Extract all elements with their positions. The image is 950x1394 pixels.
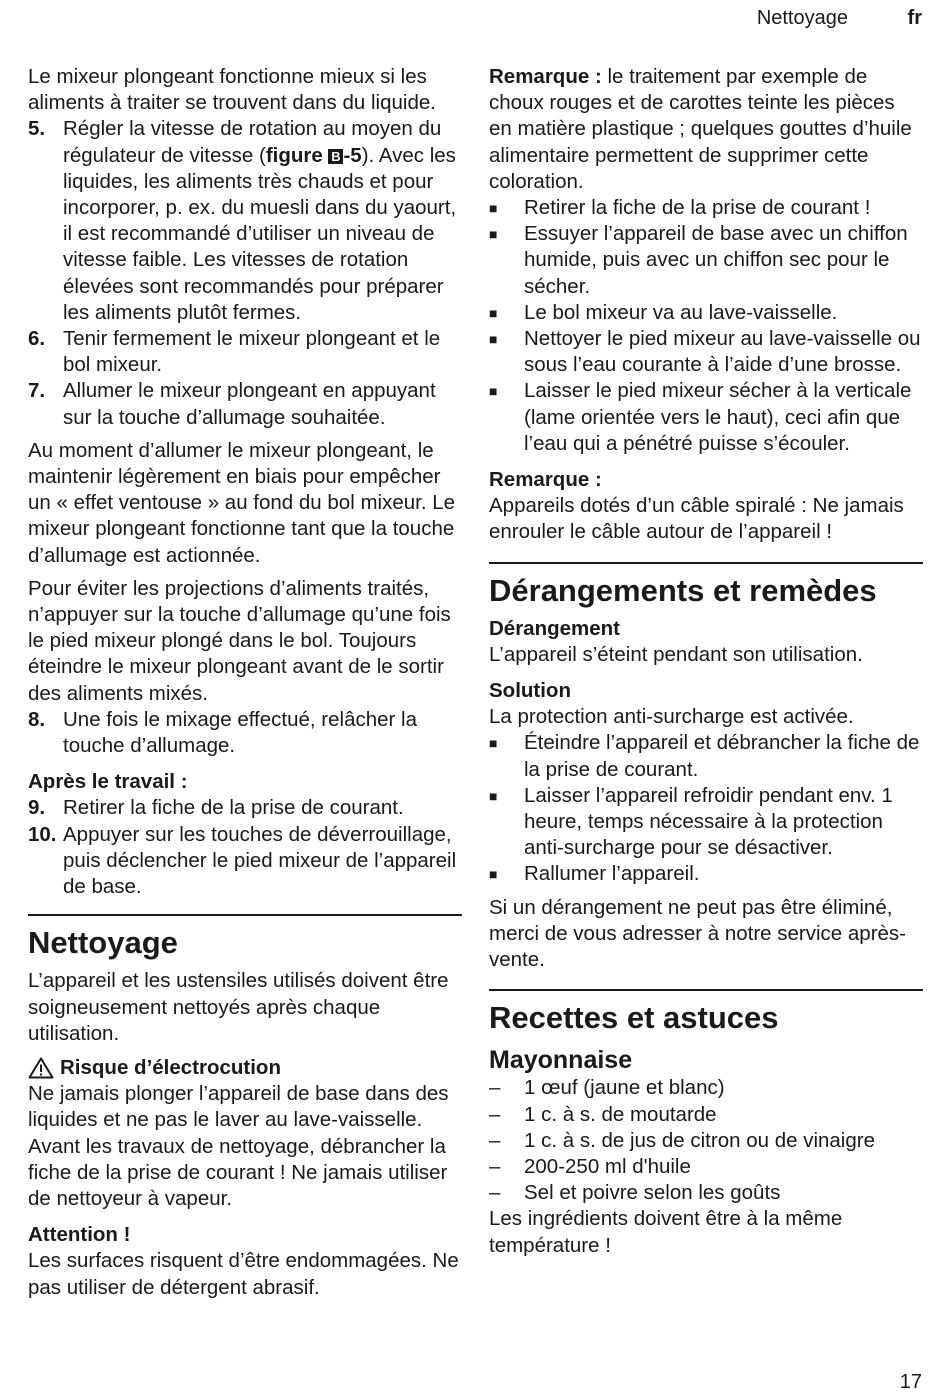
remarque-label: Remarque : xyxy=(489,65,602,88)
page-number: 17 xyxy=(899,1371,922,1393)
section-divider xyxy=(489,989,923,991)
list-item-text: Éteindre l’appareil et débrancher la fiche de la prise de courant. xyxy=(524,731,920,781)
header-section-title: Nettoyage xyxy=(756,7,848,29)
mayonnaise-note: Les ingrédients doivent être à la même température ! xyxy=(489,1207,843,1257)
step-number: 7. xyxy=(28,379,46,403)
solution-text: La protection anti-surcharge est activée. xyxy=(489,705,854,729)
step-9 xyxy=(28,795,462,821)
step-5 xyxy=(28,116,462,326)
solution-label: Solution xyxy=(489,679,571,703)
list-item-text: Laisser l’appareil refroidir pendant env. 1 heure, temps nécessaire à la protection anti-surcharge pour se désactiver. xyxy=(524,783,893,860)
list-item-text: 1 c. à s. de moutarde xyxy=(524,1102,717,1126)
list-item xyxy=(489,1075,923,1101)
step-text xyxy=(63,116,462,326)
right-column xyxy=(489,64,923,1259)
header-language-code: fr xyxy=(907,7,922,29)
derangement-text: L’appareil s’éteint pendant son utilisation. xyxy=(489,642,863,666)
step-number: 8. xyxy=(28,707,46,731)
dash-marker: – xyxy=(489,1102,501,1126)
step-number: 6. xyxy=(28,327,46,351)
step-text: Tenir fermement le mixeur plongeant et le bol mixeur. xyxy=(63,327,441,377)
bullet-square-icon: ■ xyxy=(489,735,498,752)
intro-paragraph: Le mixeur plongeant fonctionne mieux si les aliments à traiter se trouvent dans du liquide. xyxy=(28,65,436,115)
dash-marker: – xyxy=(489,1154,501,1178)
attention-heading: Attention ! xyxy=(28,1223,131,1247)
list-item-text: 200-250 ml d'huile xyxy=(524,1154,691,1178)
bullet-square-icon: ■ xyxy=(489,200,498,217)
warning-triangle-icon xyxy=(28,1057,54,1079)
warning-text: Ne jamais plonger l’appareil de base dans des liquides et ne pas le laver au lave-vaisselle. Avant les travaux de nettoyage, débrancher la fiche de la prise de courant ! Ne jamais utiliser de nettoyeur à vapeur. xyxy=(28,1082,449,1210)
list-item xyxy=(489,1154,923,1180)
list-item-text: Essuyer l’appareil de base avec un chiffon humide, puis avec un chiffon sec pour le sécher. xyxy=(524,222,908,298)
body-paragraph: Pour éviter les projections d’aliments traités, n’appuyer sur la touche d’allumage qu’une fois le pied mixeur plongé dans le bol. Toujours éteindre le mixeur plongeant avant de le sortir des aliments mixés. xyxy=(28,576,451,705)
list-item-text: Laisser le pied mixeur sécher à la verticale (lame orientée vers le haut), ceci afin que l’eau qui a pénétré puisse s’écouler. xyxy=(524,379,912,455)
dash-marker: – xyxy=(489,1076,501,1100)
list-item xyxy=(489,1128,923,1154)
list-item-text: Retirer la fiche de la prise de courant ! xyxy=(524,196,871,220)
bullet-square-icon: ■ xyxy=(489,383,498,400)
bullet-square-icon: ■ xyxy=(489,866,498,883)
cleaning-bullet-list xyxy=(489,195,923,457)
remarque-paragraph xyxy=(489,64,923,195)
step-text: Une fois le mixage effectué, relâcher la touche d’allumage. xyxy=(63,707,418,758)
list-item-text: 1 c. à s. de jus de citron ou de vinaigre xyxy=(524,1128,875,1152)
nettoyage-paragraph: L’appareil et les ustensiles utilisés doivent être soigneusement nettoyés après chaque utilisation. xyxy=(28,969,449,1045)
section-divider xyxy=(28,914,462,916)
list-item-text: 1 œuf (jaune et blanc) xyxy=(524,1076,725,1100)
recettes-heading: Recettes et astuces xyxy=(489,1000,779,1036)
remarque-heading: Remarque : xyxy=(489,468,602,492)
running-header xyxy=(757,7,922,30)
bullet-square-icon: ■ xyxy=(489,226,498,243)
step-text-part: Régler la vitesse de rotation au moyen du régulateur de vitesse ( xyxy=(63,117,442,167)
step-text: Allumer le mixeur plongeant en appuyant sur la touche d’allumage souhaitée. xyxy=(63,379,436,429)
list-item xyxy=(489,1102,923,1128)
list-item-text: Nettoyer le pied mixeur au lave-vaisselle ou sous l’eau courante à l’aide d’une brosse. xyxy=(524,327,921,377)
mayonnaise-heading: Mayonnaise xyxy=(489,1046,633,1075)
figure-letter-icon: B xyxy=(328,149,343,164)
step-text-part: ). Avec les liquides, les aliments très chauds et pour incorporer, p. ex. du muesli dans du yaourt, il est recommandé d’utiliser un niveau de vitesse faible. Les vitesses de rotation élevées sont recommandés pour préparer les aliments plutôt fermes. xyxy=(63,143,457,324)
solution-bullet-list xyxy=(489,730,923,887)
left-column xyxy=(28,64,462,1301)
list-item xyxy=(489,326,923,378)
step-number: 10. xyxy=(28,822,57,846)
list-item xyxy=(489,1180,923,1206)
figure-number: -5 xyxy=(343,143,362,167)
figure-ref xyxy=(266,144,362,167)
derangement-label: Dérangement xyxy=(489,616,621,640)
body-paragraph: Au moment d’allumer le mixeur plongeant, le maintenir légèrement en biais pour empêcher un « effet ventouse » au fond du bol mixeur. Le mixeur plongeant fonctionne tant que la touche d’allumage est actionnée. xyxy=(28,438,456,567)
step-10 xyxy=(28,822,462,901)
step-number: 9. xyxy=(28,796,46,820)
list-item xyxy=(489,730,923,782)
step-7 xyxy=(28,378,462,430)
list-item-text: Rallumer l’appareil. xyxy=(524,862,700,886)
service-paragraph: Si un dérangement ne peut pas être éliminé, merci de vous adresser à notre service après-vente. xyxy=(489,895,907,972)
step-8 xyxy=(28,707,462,759)
step-text: Appuyer sur les touches de déverrouillage, puis déclencher le pied mixeur de l’appareil de base. xyxy=(63,822,457,899)
bullet-square-icon: ■ xyxy=(489,304,498,321)
after-work-heading: Après le travail : xyxy=(28,770,188,794)
dash-marker: – xyxy=(489,1181,501,1205)
list-item xyxy=(489,300,923,326)
list-item xyxy=(489,861,923,887)
warning-title: Risque d’électrocution xyxy=(60,1055,281,1079)
list-item xyxy=(489,221,923,300)
list-item-text: Sel et poivre selon les goûts xyxy=(524,1181,781,1205)
remarque-text: le traitement par exemple de choux rouges et de carottes teinte les pièces en matière plastique ; quelques gouttes d’huile alimentaire permettent de supprimer cette coloration. xyxy=(489,65,912,193)
dash-marker: – xyxy=(489,1128,501,1152)
list-item xyxy=(489,783,923,862)
warning-heading xyxy=(28,1055,462,1081)
step-number: 5. xyxy=(28,117,46,141)
figure-label: figure xyxy=(265,143,323,167)
list-item xyxy=(489,378,923,457)
bullet-square-icon: ■ xyxy=(489,787,498,804)
section-divider xyxy=(489,562,923,564)
step-6 xyxy=(28,326,462,378)
attention-text: Les surfaces risquent d’être endommagées. Ne pas utiliser de détergent abrasif. xyxy=(28,1249,459,1299)
derangements-heading: Dérangements et remèdes xyxy=(489,572,877,608)
step-text: Retirer la fiche de la prise de courant. xyxy=(63,796,404,820)
ingredient-list xyxy=(489,1075,923,1206)
bullet-square-icon: ■ xyxy=(489,331,498,348)
list-item xyxy=(489,195,923,221)
list-item-text: Le bol mixeur va au lave-vaisselle. xyxy=(524,300,838,324)
remarque-text: Appareils dotés d’un câble spiralé : Ne jamais enrouler le câble autour de l’appareil ! xyxy=(489,494,904,544)
nettoyage-heading: Nettoyage xyxy=(28,925,178,961)
